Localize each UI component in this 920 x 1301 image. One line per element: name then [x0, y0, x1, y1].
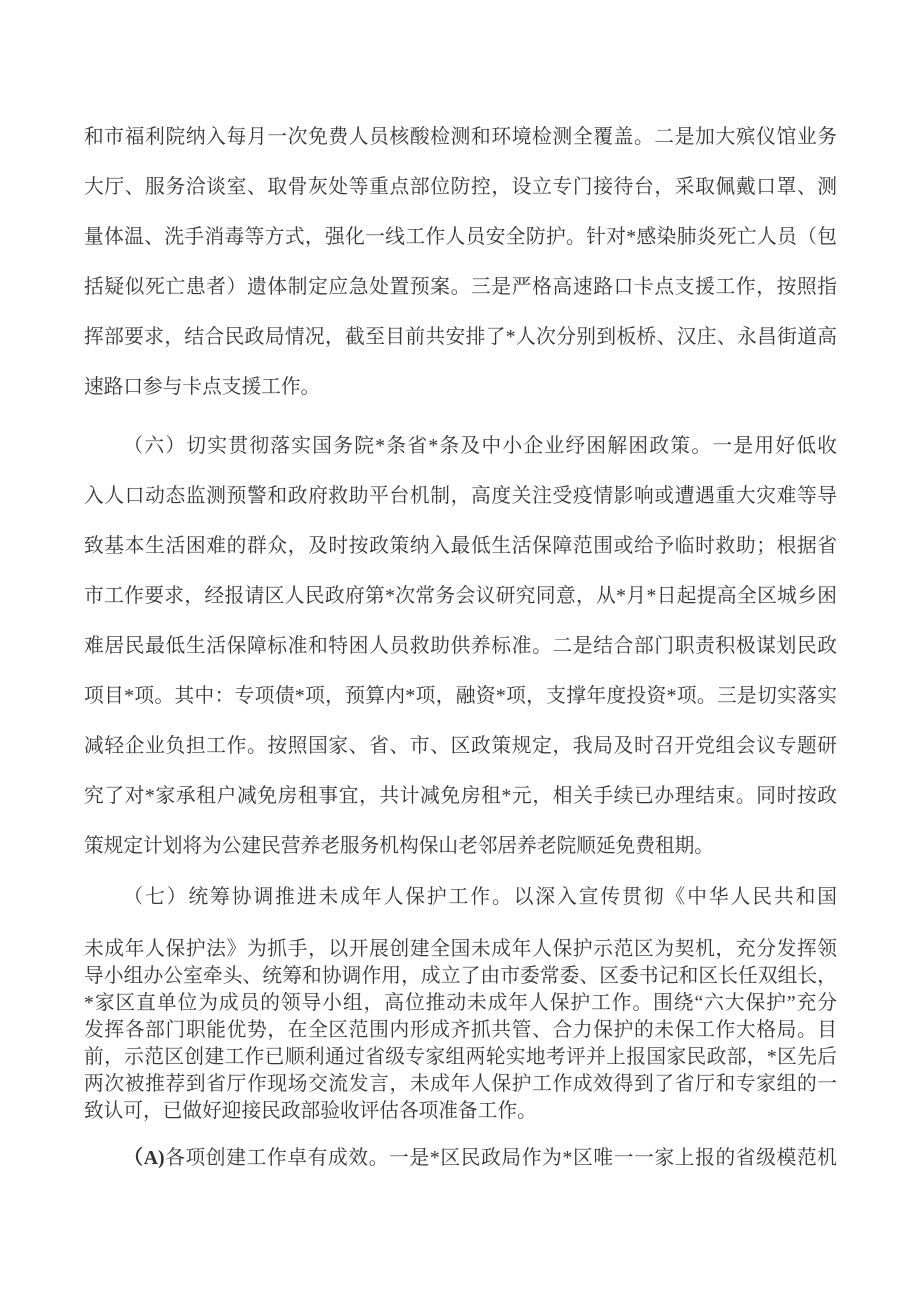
document-line: 括疑似死亡患者）遗体制定应急处置预案。三是严格高速路口卡点支援工作，按照指: [84, 276, 837, 298]
document-line: *家区直单位为成员的领导小组，高位推动未成年人保护工作。围绕“六大保护”充分: [84, 992, 837, 1014]
document-line: 未成年人保护法》为抓手，以开展创建全国未成年人保护示范区为契机，充分发挥领: [84, 938, 837, 960]
document-line: 项目*项。其中：专项债*项，预算内*项，融资*项，支撑年度投资*项。三是切实落实: [84, 685, 837, 707]
document-line: 入人口动态监测预警和政府救助平台机制，高度关注受疫情影响或遭遇重大灾难等导: [84, 485, 837, 507]
paragraph-label: （A): [123, 1147, 165, 1169]
document-line: 策规定计划将为公建民营养老服务机构保山老邻居养老院顺延免费租期。: [84, 835, 714, 857]
document-line: 导小组办公室牵头、统筹和协调作用，成立了由市委常委、区委书记和区长任双组长，: [84, 965, 837, 987]
document-line: 大厅、服务洽谈室、取骨灰处等重点部位防控，设立专门接待台，采取佩戴口罩、测: [84, 176, 837, 198]
document-line: 市工作要求，经报请区人民政府第*次常务会议研究同意，从*月*日起提高全区城乡困: [84, 585, 837, 607]
paragraph-a: [84, 1145, 837, 1172]
document-line: （六）切实贯彻落实国务院*条省*条及中小企业纾困解困政策。一是用好低收: [123, 435, 837, 457]
paragraph-text: 各项创建工作卓有成效。一是*区民政局作为*区唯一一家上报的省级模范机: [164, 1147, 837, 1169]
document-line: 量体温、洗手消毒等方式，强化一线工作人员安全防护。针对*感染肺炎死亡人员（包: [84, 226, 837, 248]
document-line: [84, 1145, 837, 1172]
paragraph-continuation: [84, 112, 837, 412]
document-line: 速路口参与卡点支援工作。: [84, 376, 321, 398]
document-line: 致认可，已做好迎接民政部验收评估各项准备工作。: [84, 1100, 537, 1122]
paragraph-seven-body: [84, 936, 837, 1125]
document-line: 究了对*家承租户减免房租事宜，共计减免房租*元，相关手续已办理结束。同时按政: [84, 785, 837, 807]
document-line: 发挥各部门职能优势，在全区范围内形成齐抓共管、合力保护的未保工作大格局。目: [84, 1019, 837, 1041]
document-line: 两次被推荐到省厅作现场交流发言，未成年人保护工作成效得到了省厅和专家组的一: [84, 1073, 837, 1095]
paragraph-seven-heading: [84, 872, 837, 922]
document-line: 减轻企业负担工作。按照国家、省、市、区政策规定，我局及时召开党组会议专题研: [84, 735, 837, 757]
document-line: 致基本生活困难的群众，及时按政策纳入最低生活保障范围或给予临时救助；根据省: [84, 535, 837, 557]
document-line: 挥部要求，结合民政局情况，截至目前共安排了*人次分别到板桥、汉庄、永昌街道高: [84, 326, 837, 348]
document-line: 和市福利院纳入每月一次免费人员核酸检测和环境检测全覆盖。二是加大殡仪馆业务: [84, 126, 837, 148]
document-line: （七）统筹协调推进未成年人保护工作。以深入宣传贯彻《中华人民共和国: [123, 886, 837, 908]
paragraph-six: [84, 421, 837, 871]
document-line: 前，示范区创建工作已顺利通过省级专家组两轮实地考评并上报国家民政部，*区先后: [84, 1046, 837, 1068]
document-line: 难居民最低生活保障标准和特困人员救助供养标准。二是结合部门职责积极谋划民政: [84, 635, 837, 657]
